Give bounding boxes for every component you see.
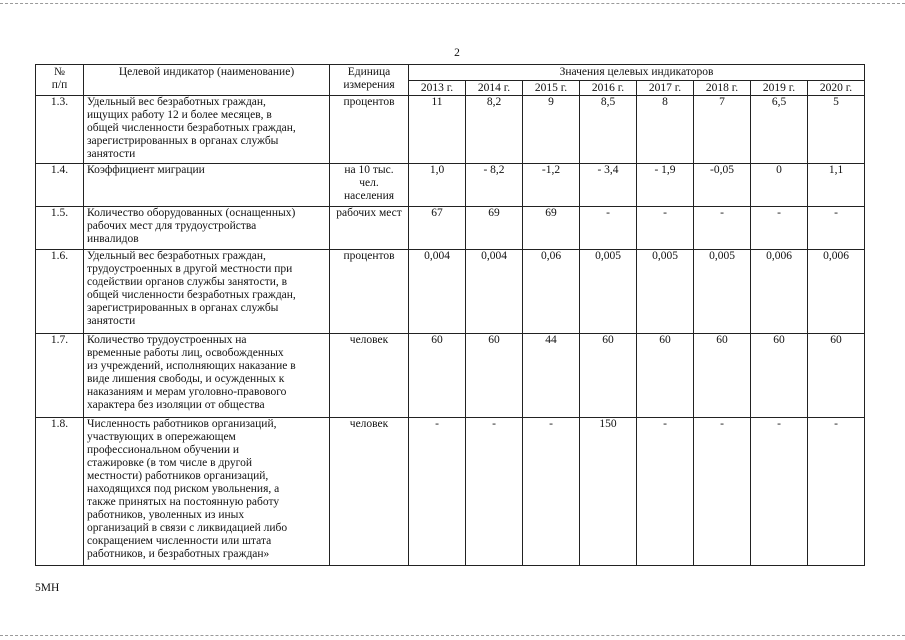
- header-year: 2016 г.: [580, 81, 637, 96]
- indicator-value: 60: [808, 334, 865, 418]
- indicator-value: -: [409, 418, 466, 566]
- table-row: [36, 250, 865, 334]
- indicator-value: -: [694, 207, 751, 250]
- footer-code: 5МН: [35, 582, 60, 594]
- header-year: 2020 г.: [808, 81, 865, 96]
- indicator-value: -: [466, 418, 523, 566]
- indicator-value: 44: [523, 334, 580, 418]
- indicator-value: 0,006: [751, 250, 808, 334]
- table-row: [36, 418, 865, 566]
- scan-edge-top: [0, 3, 905, 4]
- indicator-value: 0: [751, 164, 808, 207]
- indicator-value: 0,005: [580, 250, 637, 334]
- unit-of-measure: процентов: [330, 96, 409, 164]
- header-year: 2017 г.: [637, 81, 694, 96]
- indicator-value: -: [808, 418, 865, 566]
- indicator-value: -: [751, 207, 808, 250]
- header-values-group: Значения целевых индикаторов: [409, 65, 865, 81]
- row-number: 1.4.: [36, 164, 84, 207]
- indicator-value: 9: [523, 96, 580, 164]
- indicator-value: - 1,9: [637, 164, 694, 207]
- indicator-value: 0,005: [637, 250, 694, 334]
- indicator-value: 60: [694, 334, 751, 418]
- indicator-value: 8: [637, 96, 694, 164]
- row-number: 1.8.: [36, 418, 84, 566]
- indicator-value: 5: [808, 96, 865, 164]
- indicator-value: 69: [523, 207, 580, 250]
- indicator-value: -1,2: [523, 164, 580, 207]
- unit-of-measure: рабочих мест: [330, 207, 409, 250]
- indicator-value: -: [751, 418, 808, 566]
- header-year: 2014 г.: [466, 81, 523, 96]
- indicator-value: -0,05: [694, 164, 751, 207]
- indicator-value: 0,06: [523, 250, 580, 334]
- indicator-name: Коэффициент миграции: [84, 164, 330, 207]
- indicator-value: -: [694, 418, 751, 566]
- unit-of-measure: на 10 тыс. чел. населения: [330, 164, 409, 207]
- indicator-value: 7: [694, 96, 751, 164]
- scan-edge-bottom: [0, 635, 905, 636]
- indicator-value: 8,2: [466, 96, 523, 164]
- indicator-value: -: [580, 207, 637, 250]
- header-year: 2013 г.: [409, 81, 466, 96]
- unit-of-measure: процентов: [330, 250, 409, 334]
- header-year: 2019 г.: [751, 81, 808, 96]
- row-number: 1.6.: [36, 250, 84, 334]
- row-number: 1.3.: [36, 96, 84, 164]
- indicator-value: 0,006: [808, 250, 865, 334]
- indicator-value: 60: [466, 334, 523, 418]
- indicator-value: -: [637, 418, 694, 566]
- header-year: 2015 г.: [523, 81, 580, 96]
- indicator-value: 60: [409, 334, 466, 418]
- indicator-name: Численность работников организаций, участвующих в опережающем профессиональном обучении и стажировке (в том числе в другой местности) работников организаций, находящихся под риском увольнения, а также принятых на постоянную работу работников, уволенных из иных организаций в связи с ликвидацией либо сокращением численности или штата работников, и безработных граждан»: [84, 418, 330, 566]
- indicator-name: Количество трудоустроенных на временные работы лиц, освобожденных из учреждений, исполняющих наказание в виде лишения свободы, и осужденных к наказаниям и мерам уголовно-правового характера без изоляции от общества: [84, 334, 330, 418]
- indicator-value: 8,5: [580, 96, 637, 164]
- indicator-value: 11: [409, 96, 466, 164]
- indicator-value: 67: [409, 207, 466, 250]
- row-number: 1.7.: [36, 334, 84, 418]
- indicator-value: 69: [466, 207, 523, 250]
- indicator-value: 1,1: [808, 164, 865, 207]
- row-number: 1.5.: [36, 207, 84, 250]
- header-year: 2018 г.: [694, 81, 751, 96]
- indicator-value: - 8,2: [466, 164, 523, 207]
- indicator-name: Удельный вес безработных граждан, ищущих работу 12 и более месяцев, в общей численности безработных граждан, зарегистрированных в органах службы занятости: [84, 96, 330, 164]
- indicator-value: 0,004: [466, 250, 523, 334]
- header-number: № п/п: [36, 65, 84, 96]
- indicator-name: Количество оборудованных (оснащенных) рабочих мест для трудоустройства инвалидов: [84, 207, 330, 250]
- table-row: [36, 334, 865, 418]
- unit-of-measure: человек: [330, 334, 409, 418]
- unit-of-measure: человек: [330, 418, 409, 566]
- indicator-value: 0,005: [694, 250, 751, 334]
- table-row: [36, 164, 865, 207]
- indicator-value: 60: [580, 334, 637, 418]
- indicator-value: 150: [580, 418, 637, 566]
- table-row: [36, 207, 865, 250]
- header-indicator-name: Целевой индикатор (наименование): [84, 65, 330, 96]
- indicator-value: -: [637, 207, 694, 250]
- indicator-value: -: [523, 418, 580, 566]
- indicator-value: 60: [637, 334, 694, 418]
- target-indicators-table: [35, 64, 865, 566]
- indicator-value: - 3,4: [580, 164, 637, 207]
- indicator-name: Удельный вес безработных граждан, трудоустроенных в другой местности при содействии органов службы занятости, в общей численности безработных граждан, зарегистрированных в органах службы занятости: [84, 250, 330, 334]
- indicator-value: 1,0: [409, 164, 466, 207]
- table-row: [36, 96, 865, 164]
- header-unit: Единица измерения: [330, 65, 409, 96]
- page-number: 2: [454, 47, 460, 59]
- indicator-value: 6,5: [751, 96, 808, 164]
- indicator-value: 0,004: [409, 250, 466, 334]
- indicator-value: 60: [751, 334, 808, 418]
- indicator-value: -: [808, 207, 865, 250]
